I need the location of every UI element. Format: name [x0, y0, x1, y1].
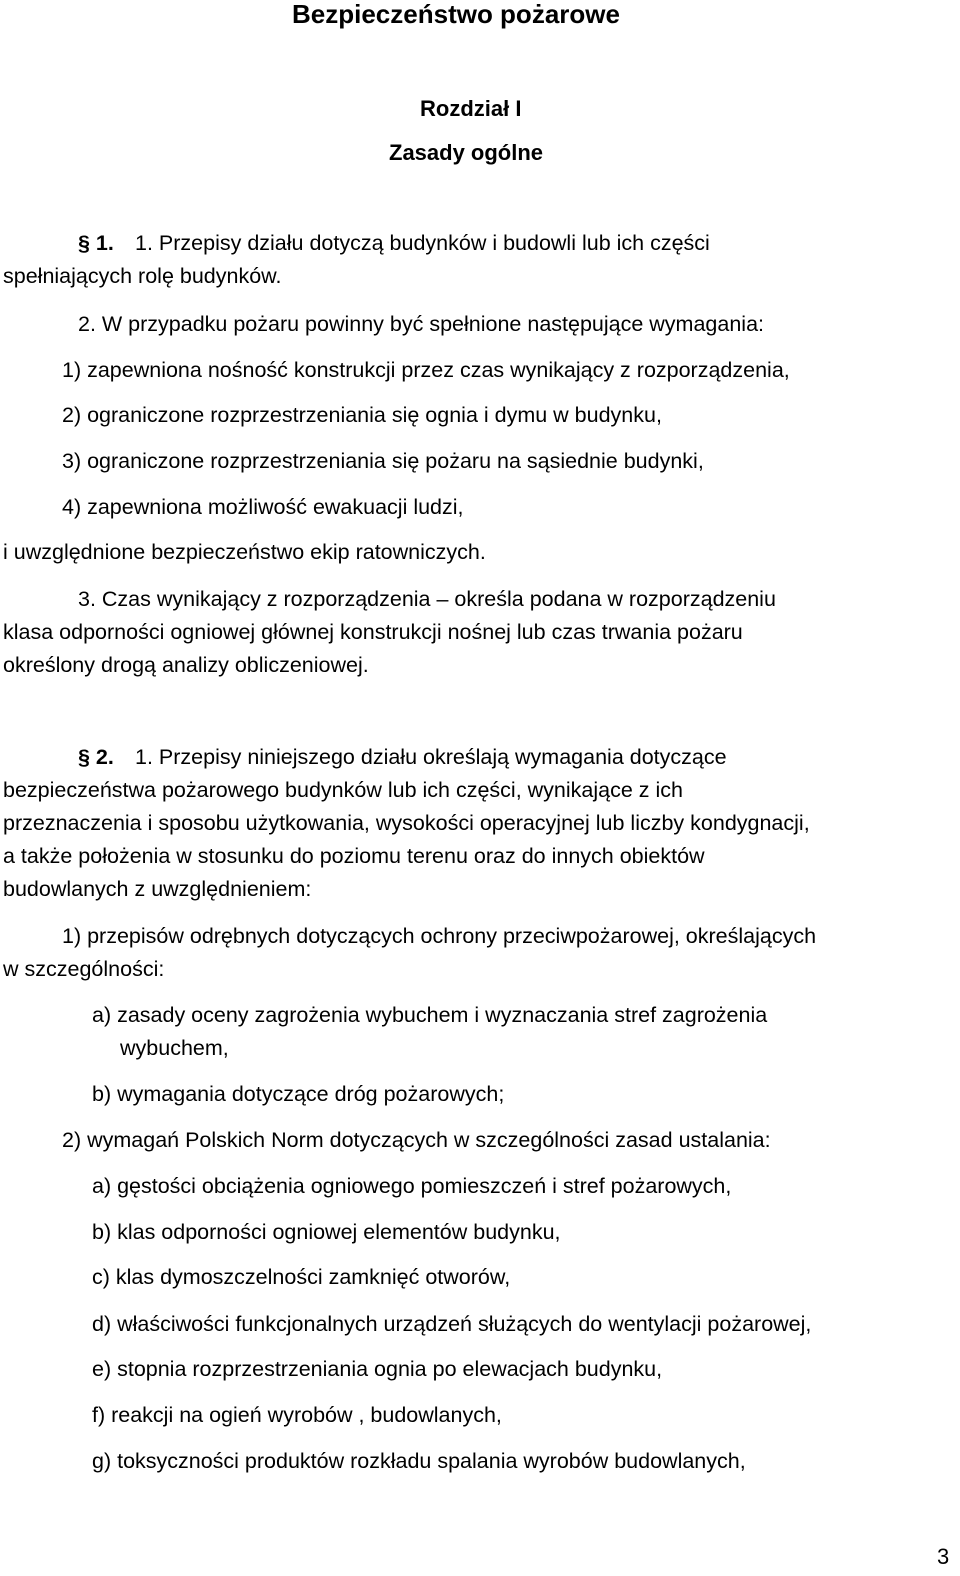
sub-list-item: b) klas odporności ogniowej elementów budynku, [92, 1220, 561, 1244]
sub-list-item: e) stopnia rozprzestrzeniania ognia po elewacjach budynku, [92, 1357, 663, 1381]
paragraph-line: klasa odporności ogniowej głównej konstrukcji nośnej lub czas trwania pożaru [3, 620, 743, 644]
paragraph-line: przeznaczenia i sposobu użytkowania, wysokości operacyjnej lub liczby kondygnacji, [3, 811, 810, 835]
paragraph-line: 2. W przypadku pożaru powinny być spełnione następujące wymagania: [78, 312, 765, 336]
paragraph-line: i uwzględnione bezpieczeństwo ekip ratowniczych. [3, 540, 486, 564]
list-item: w szczególności: [3, 957, 165, 981]
paragraph-line: spełniających rolę budynków. [3, 264, 282, 288]
sub-list-item: d) właściwości funkcjonalnych urządzeń służących do wentylacji pożarowej, [92, 1312, 812, 1336]
sub-list-item: a) gęstości obciążenia ogniowego pomieszczeń i stref pożarowych, [92, 1174, 732, 1198]
list-item: 2) ograniczone rozprzestrzeniania się ognia i dymu w budynku, [62, 403, 662, 427]
list-item: 4) zapewniona możliwość ewakuacji ludzi, [62, 495, 464, 519]
list-item: 3) ograniczone rozprzestrzeniania się pożaru na sąsiednie budynki, [62, 449, 704, 473]
sub-list-item: g) toksyczności produktów rozkładu spalania wyrobów budowlanych, [92, 1449, 746, 1473]
sub-list-item: f) reakcji na ogień wyrobów , budowlanych, [92, 1403, 502, 1427]
paragraph-line: bezpieczeństwa pożarowego budynków lub ich części, wynikające z ich [3, 778, 683, 802]
list-item: 1) zapewniona nośność konstrukcji przez czas wynikający z rozporządzenia, [62, 358, 790, 382]
paragraph-line: a także położenia w stosunku do poziomu terenu oraz do innych obiektów [3, 844, 705, 868]
paragraph-line: 1. Przepisy działu dotyczą budynków i budowli lub ich części [135, 231, 710, 255]
chapter-title: Zasady ogólne [389, 140, 544, 165]
section-marker: § 2. [78, 745, 114, 769]
paragraph-line: określony drogą analizy obliczeniowej. [3, 653, 369, 677]
paragraph-line: 1. Przepisy niniejszego działu określają wymagania dotyczące [135, 745, 727, 769]
section-marker: § 1. [78, 231, 114, 255]
sub-list-item: c) klas dymoszczelności zamknięć otworów, [92, 1265, 511, 1289]
paragraph-line: 3. Czas wynikający z rozporządzenia – określa podana w rozporządzeniu [78, 587, 776, 611]
paragraph-line: budowlanych z uwzględnieniem: [3, 877, 312, 901]
sub-list-item: wybuchem, [120, 1036, 229, 1060]
sub-list-item: a) zasady oceny zagrożenia wybuchem i wyznaczania stref zagrożenia [92, 1003, 768, 1027]
chapter-heading: Rozdział I [420, 96, 522, 121]
sub-list-item: b) wymagania dotyczące dróg pożarowych; [92, 1082, 505, 1106]
list-item: 1) przepisów odrębnych dotyczących ochrony przeciwpożarowej, określających [62, 924, 817, 948]
list-item: 2) wymagań Polskich Norm dotyczących w szczególności zasad ustalania: [62, 1128, 771, 1152]
document-title: Bezpieczeństwo pożarowe [292, 0, 620, 29]
page-number: 3 [937, 1544, 950, 1569]
